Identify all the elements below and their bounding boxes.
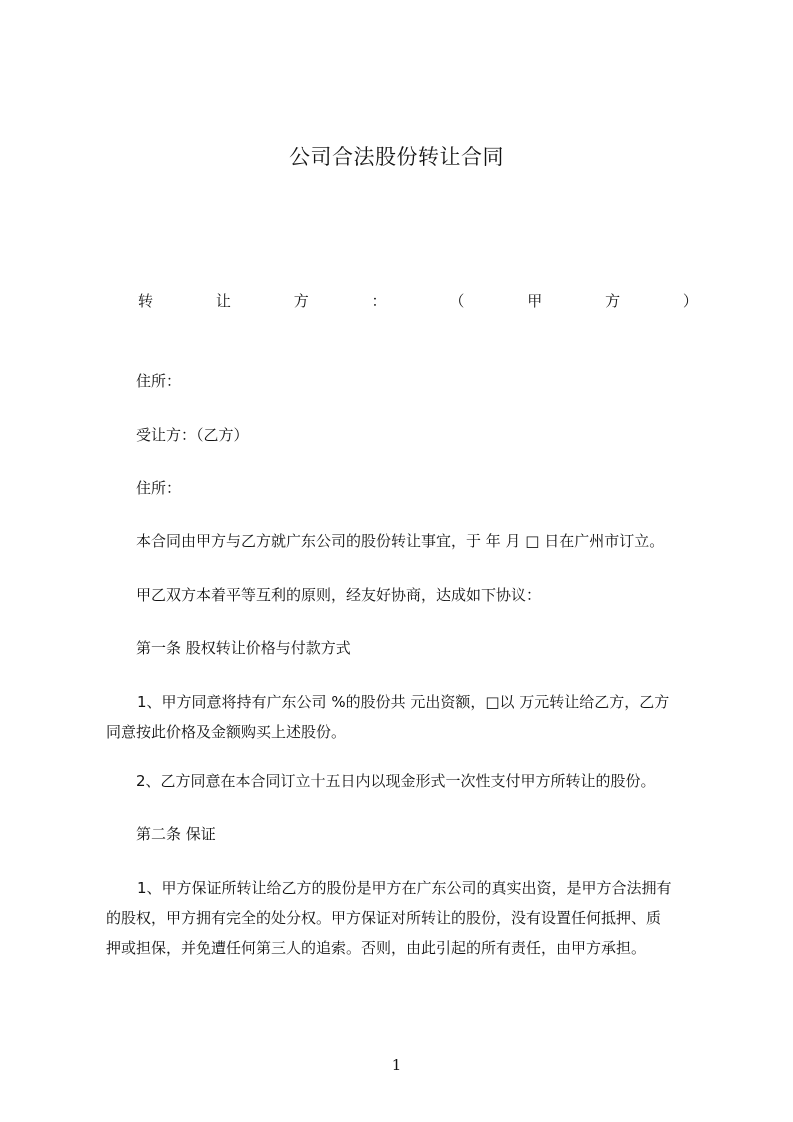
clause-line: 1、甲方同意将持有广东公司 %的股份共 元出资额，□以 万元转让给乙方，乙方 xyxy=(137,693,670,711)
clause-line: 1、甲方保证所转让给乙方的股份是甲方在广东公司的真实出资，是甲方合法拥有 xyxy=(137,879,672,897)
article-2-heading: 第二条 保证 xyxy=(136,825,216,843)
article-1-clause-2: 2、乙方同意在本合同订立十五日内以现金形式一次性支付甲方所转让的股份。 xyxy=(136,772,656,790)
page-number: 1 xyxy=(391,1056,402,1074)
transferor-line xyxy=(138,291,698,311)
article-1-clause-1 xyxy=(106,687,710,747)
clause-line: 同意按此价格及金额购买上述股份。 xyxy=(106,723,347,741)
clause-line: 的股权，甲方拥有完全的处分权。甲方保证对所转让的股份，没有设置任何抵押、质 xyxy=(106,909,662,927)
transferee-address: 住所： xyxy=(136,479,182,497)
transferor-char: 让 xyxy=(215,292,231,310)
transferor-address: 住所： xyxy=(136,372,182,390)
document-title: 公司合法股份转让合同 xyxy=(289,145,504,169)
transferor-char: （ xyxy=(449,292,465,310)
transferor-char: 转 xyxy=(138,292,154,310)
article-2-clause-1 xyxy=(106,873,710,963)
transferor-char: 方 xyxy=(605,292,621,310)
clause-line: 押或担保，并免遭任何第三人的追索。否则，由此引起的所有责任，由甲方承担。 xyxy=(106,939,647,957)
transferee-line: 受让方：（乙方） xyxy=(136,426,249,444)
article-1-heading: 第一条 股权转让价格与付款方式 xyxy=(136,639,351,657)
intro-paragraph: 本合同由甲方与乙方就广东公司的股份转让事宜，于 年 月 □ 日在广州市订立。 xyxy=(136,532,665,550)
transferor-char: 方 xyxy=(293,292,309,310)
transferor-char: ） xyxy=(682,292,698,310)
agreement-paragraph: 甲乙双方本着平等互利的原则，经友好协商，达成如下协议： xyxy=(136,586,542,604)
transferor-char: ： xyxy=(371,292,387,310)
transferor-char: 甲 xyxy=(527,292,543,310)
